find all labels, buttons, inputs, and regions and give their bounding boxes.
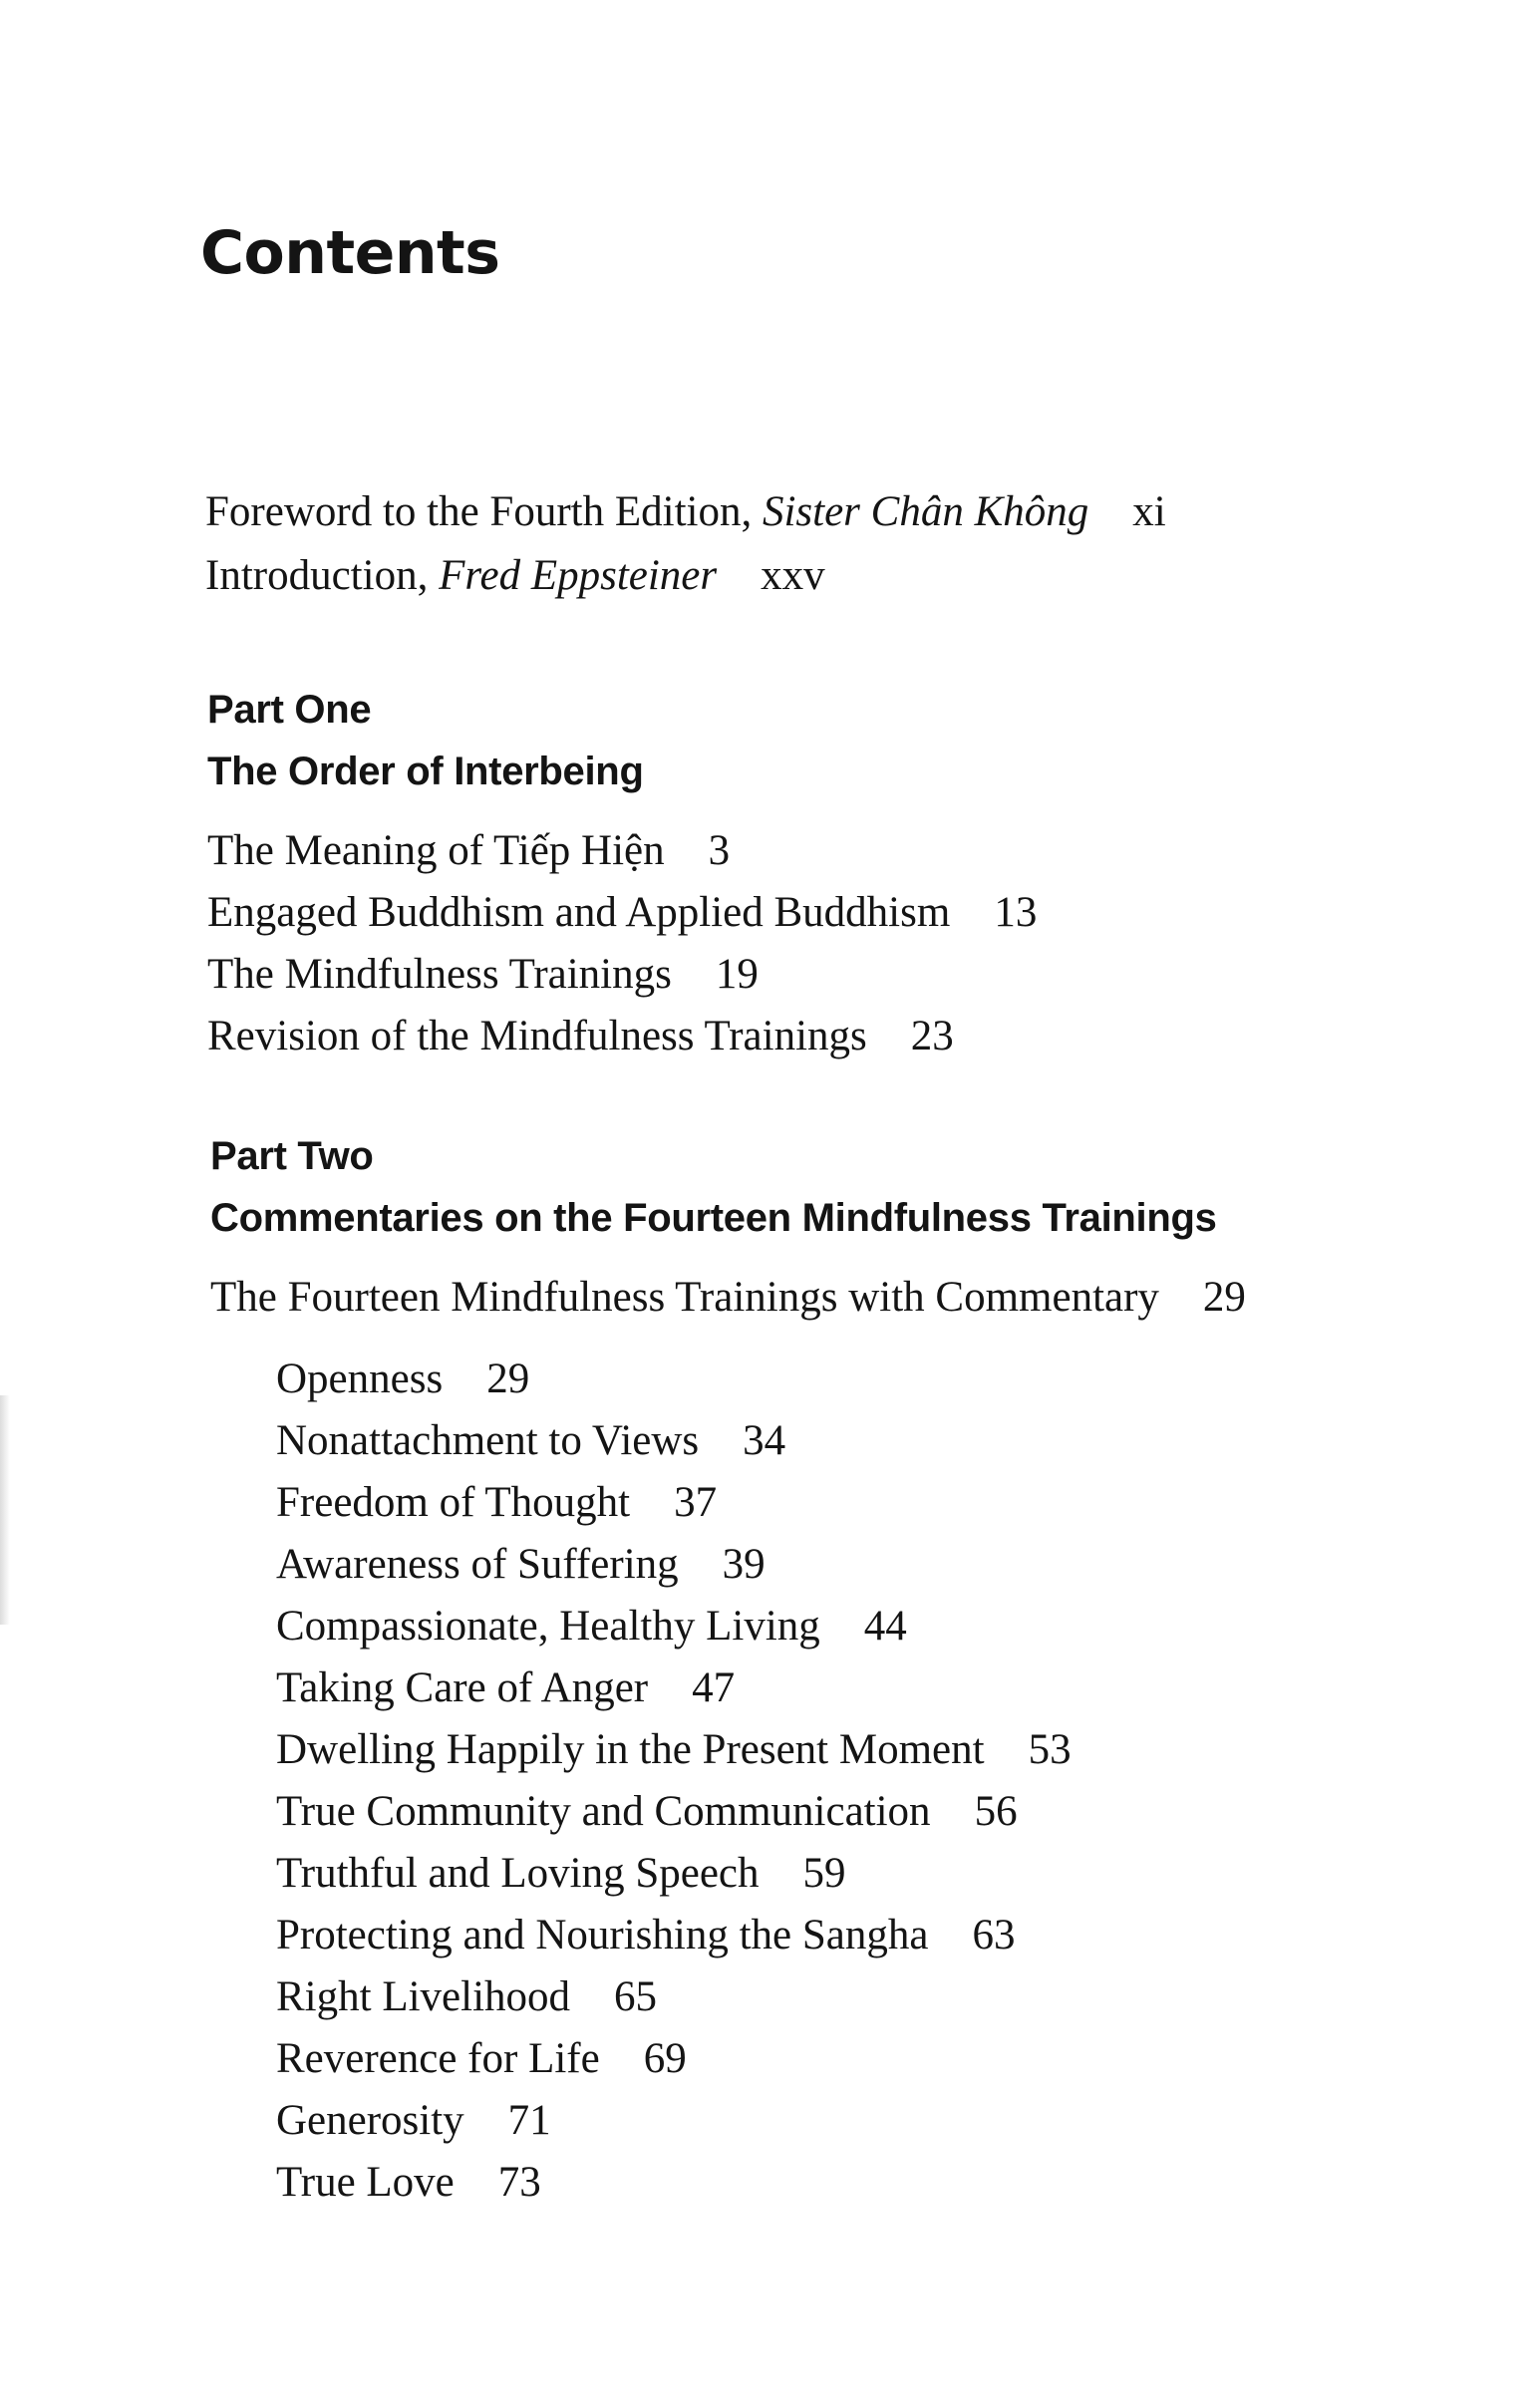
part-one-title: The Order of Interbeing xyxy=(207,750,644,793)
toc-subentry[interactable] xyxy=(276,1790,1018,1833)
toc-entry-page: 56 xyxy=(974,1788,1018,1835)
toc-entry-page: 71 xyxy=(507,2097,551,2144)
toc-entry-label: True Love xyxy=(276,2159,455,2206)
toc-entry-label: Foreword to the Fourth Edition, xyxy=(205,488,763,535)
toc-subentry[interactable] xyxy=(276,1975,657,2018)
toc-entry-label: Truthful and Loving Speech xyxy=(276,1850,760,1897)
toc-entry-author: Sister Chân Không xyxy=(762,488,1089,535)
part-two-title: Commentaries on the Fourteen Mindfulness Trainings xyxy=(210,1196,1217,1240)
toc-subentry[interactable] xyxy=(276,2099,551,2142)
toc-entry-introduction[interactable] xyxy=(205,554,825,597)
toc-entry-label: Compassionate, Healthy Living xyxy=(276,1603,820,1650)
toc-entry-page: 39 xyxy=(722,1541,766,1588)
toc-entry[interactable] xyxy=(207,953,759,996)
toc-subentry[interactable] xyxy=(276,1357,529,1400)
toc-entry-page: 69 xyxy=(643,2035,687,2082)
toc-entry-page: 63 xyxy=(972,1912,1016,1958)
toc-entry-label: Freedom of Thought xyxy=(276,1479,631,1526)
toc-entry-page: 29 xyxy=(1202,1274,1246,1321)
toc-subentry[interactable] xyxy=(276,1728,1072,1771)
toc-entry-page: 34 xyxy=(743,1417,786,1464)
toc-entry-page: xi xyxy=(1132,488,1166,535)
toc-entry-foreword[interactable] xyxy=(205,490,1166,533)
toc-entry-page: 47 xyxy=(692,1664,736,1711)
toc-entry-label: Generosity xyxy=(276,2097,464,2144)
toc-entry-label: Engaged Buddhism and Applied Buddhism xyxy=(207,889,951,936)
toc-entry-label: Taking Care of Anger xyxy=(276,1664,649,1711)
toc-entry[interactable] xyxy=(207,829,730,872)
toc-entry-page: 29 xyxy=(486,1355,530,1402)
toc-entry-main[interactable] xyxy=(210,1276,1246,1319)
toc-entry-label: Awareness of Suffering xyxy=(276,1541,679,1588)
toc-entry-page: 37 xyxy=(674,1479,718,1526)
toc-entry-page: 59 xyxy=(802,1850,846,1897)
toc-entry-page: xxv xyxy=(761,552,825,599)
toc-subentry[interactable] xyxy=(276,1419,785,1462)
toc-entry-label: Nonattachment to Views xyxy=(276,1417,700,1464)
toc-entry-page: 65 xyxy=(614,1973,658,2020)
toc-entry-author: Fred Eppsteiner xyxy=(439,552,718,599)
toc-subentry[interactable] xyxy=(276,1481,717,1524)
toc-entry-label: Right Livelihood xyxy=(276,1973,571,2020)
scan-edge-shadow xyxy=(0,1395,10,1625)
toc-subentry[interactable] xyxy=(276,1852,846,1895)
toc-entry-page: 23 xyxy=(910,1013,954,1059)
toc-entry-page: 13 xyxy=(994,889,1038,936)
toc-entry-page: 19 xyxy=(715,951,759,998)
toc-entry-label: Revision of the Mindfulness Trainings xyxy=(207,1013,867,1059)
toc-entry-page: 53 xyxy=(1028,1726,1072,1773)
toc-entry-label: The Meaning of Tiếp Hiện xyxy=(207,827,665,874)
toc-subentry[interactable] xyxy=(276,1666,735,1709)
toc-entry[interactable] xyxy=(207,1015,954,1057)
toc-entry-label: The Mindfulness Trainings xyxy=(207,951,672,998)
part-two-label: Part Two xyxy=(210,1134,374,1178)
toc-entry-label: The Fourteen Mindfulness Trainings with Commentary xyxy=(210,1274,1159,1321)
part-one-label: Part One xyxy=(207,688,372,732)
toc-subentry[interactable] xyxy=(276,2161,541,2204)
page-title: Contents xyxy=(200,218,500,288)
toc-entry-label: True Community and Communication xyxy=(276,1788,931,1835)
toc-entry-label: Protecting and Nourishing the Sangha xyxy=(276,1912,929,1958)
toc-entry[interactable] xyxy=(207,891,1037,934)
toc-entry-label: Reverence for Life xyxy=(276,2035,600,2082)
toc-subentry[interactable] xyxy=(276,1543,766,1586)
toc-entry-page: 73 xyxy=(497,2159,541,2206)
toc-subentry[interactable] xyxy=(276,1914,1015,1956)
toc-subentry[interactable] xyxy=(276,2037,687,2080)
toc-entry-label: Dwelling Happily in the Present Moment xyxy=(276,1726,985,1773)
toc-entry-label: Introduction, xyxy=(205,552,440,599)
toc-entry-label: Openness xyxy=(276,1355,444,1402)
toc-entry-page: 44 xyxy=(863,1603,907,1650)
toc-subentry[interactable] xyxy=(276,1605,907,1648)
toc-entry-page: 3 xyxy=(708,827,731,874)
